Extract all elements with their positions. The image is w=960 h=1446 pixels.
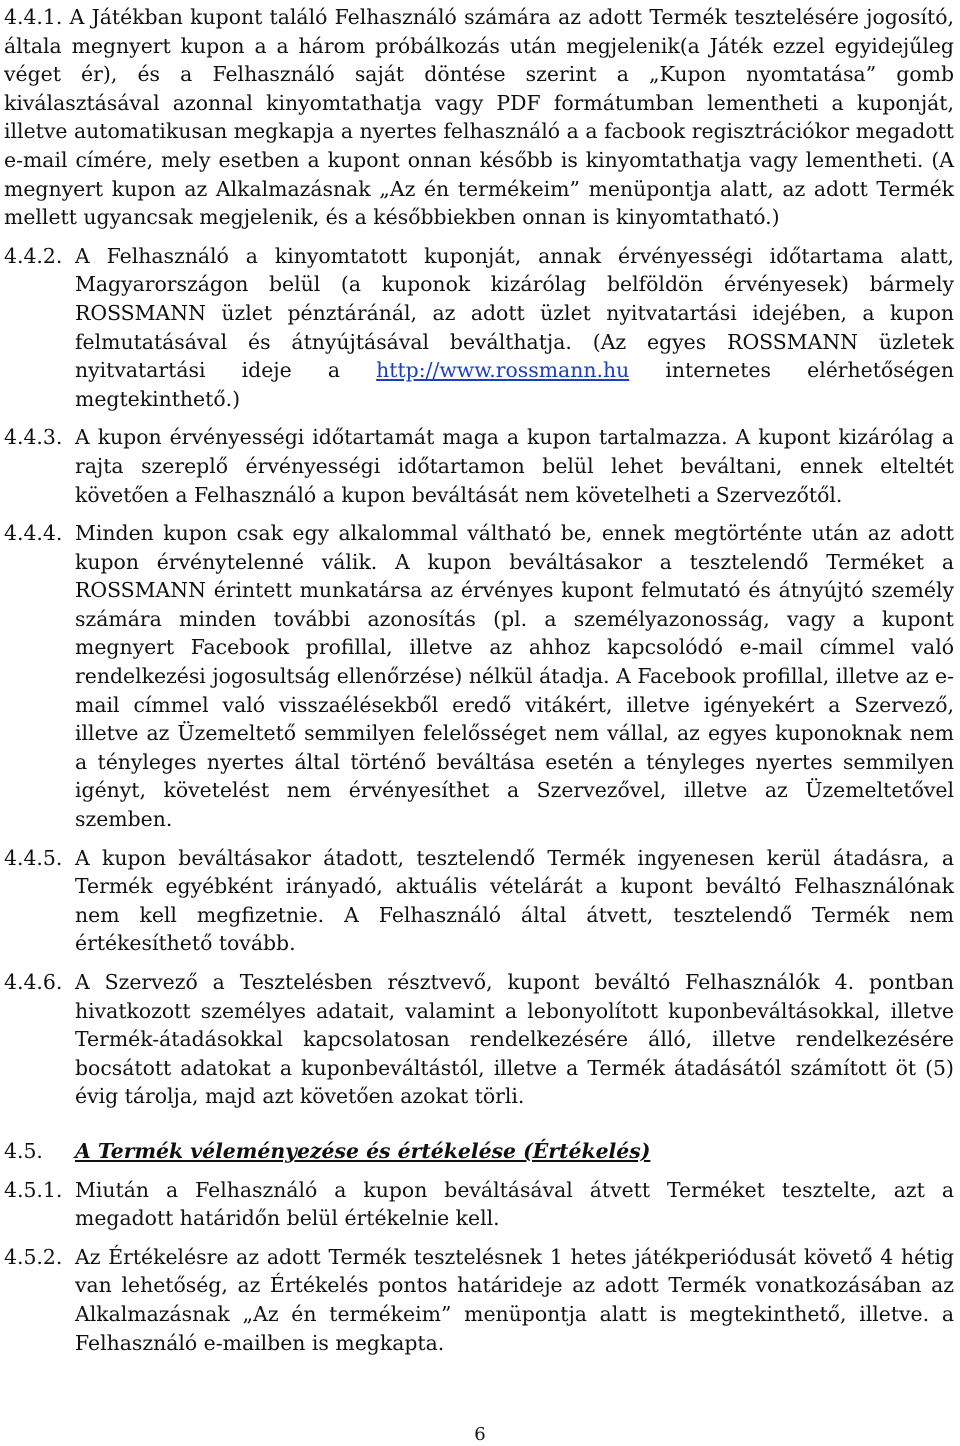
rossmann-link[interactable]: http://www.rossmann.hu <box>376 358 630 383</box>
section-number: 4.4.4. <box>4 521 63 546</box>
section-4-5-2 <box>4 1243 954 1357</box>
section-number: 4.4.6. <box>4 970 63 994</box>
section-body-end: internetes elérhetőségen megtekinthető.) <box>75 358 954 411</box>
section-number: 4.4.2. <box>4 243 63 268</box>
section-4-4-1 <box>4 3 954 232</box>
section-4-4-2 <box>4 242 954 414</box>
heading-number: 4.5. <box>4 1138 43 1163</box>
section-text: Miután a Felhasználó a kupon beváltásával átvett Terméket tesztelte, azt a megadott határidőn belül értékelnie kell. <box>75 1177 954 1231</box>
document-page <box>4 3 954 1357</box>
section-text: A Szervező a Tesztelésben résztvevő, kupont beváltó Felhasználók 4. pontban hivatkozott személyes adatait, valamint a lebonyolított kuponbeváltásokkal, illetve Termék-átadásokkal kapcsolatosan rendelkezésére álló, illetve rendelkezésére bocsátott adatokat a kuponbeváltástól, illetve a Termék átadásától számított öt (5) évig tárolja, majd azt követően azokat törli. <box>75 970 954 1109</box>
section-text <box>75 242 954 414</box>
section-4-4-4 <box>4 519 954 834</box>
section-4-4-3 <box>4 423 954 509</box>
page-number: 6 <box>474 1424 486 1445</box>
section-text: Az Értékelésre az adott Termék tesztelésnek 1 hetes játékperiódusát követő 4 hétig van lehetőség, az Értékelés pontos határideje az adott Termék vonatkozásában az Alkalmazásnak „Az én termékeim” menüpontja alatt is megtekinthető, illetve. a Felhasználó e-mailben is megkapta. <box>75 1244 954 1355</box>
section-body: A Felhasználó a kinyomtatott kuponját, annak érvényességi időtartama alatt, Magyarországon belül (a kuponok kizárólag belföldön érvényesek) bármely ROSSMANN üzlet pénztáránál, az adott üzlet nyitvatartási idejében, a kupon felmutatásával és átnyújtásával beválthatja. (Az egyes ROSSMANN üzletek nyitvatartási ideje a <box>75 243 954 383</box>
section-text <box>4 3 954 232</box>
section-number: 4.5.1. <box>4 1177 63 1202</box>
section-body: A Játékban kupont találó Felhasználó számára az adott Termék tesztelésére jogosító, általa megnyert kupon a a három próbálkozás után megjelenik(a Játék ezzel egyidejűleg véget ér), és a Felhasználó saját döntése szerint a „Kupon nyomtatása” gomb kiválasztásával azonnal kinyomtathatja vagy PDF formátumban lementheti a kuponját, illetve automatikusan megkapja a nyertes felhasználó a a facbook regisztrációkor megadott e-mail címére, mely esetben a kupont onnan később is kinyomtathatja vagy lementheti. (A megnyert kupon az Alkalmazásnak „Az én termékeim” menüpontja alatt, az adott Termék mellett ugyancsak megjelenik, és a későbbiekben onnan is kinyomtatható.) <box>4 5 954 230</box>
section-4-5-1 <box>4 1176 954 1233</box>
section-4-4-5 <box>4 844 954 958</box>
section-text: Minden kupon csak egy alkalommal váltható be, ennek megtörténte után az adott kupon érvénytelenné válik. A kupon beváltásakor a tesztelendő Terméket a ROSSMANN érintett munkatársa az érvényes kupont felmutató és átnyújtó személy számára minden további azonosítás (pl. a személyazonosság, vagy a kupont megnyert Facebook profillal, illetve az ahhoz kapcsolódó e-mail címmel való rendelkezési jogosultság ellenőrzése) nélkül átadja. A Facebook profillal, illetve az e-mail címmel való visszaélésekből eredő vitákért, illetve igényekért a Szervező, illetve az Üzemeltető semmilyen felelősséget nem vállal, az egyes kuponoknak nem a tényleges nyertes által történő beváltása esetén a tényleges nyertes semmilyen igényt, követelést nem érvényesíthet a Szervezővel, illetve az Üzemeltetővel szemben. <box>75 521 954 832</box>
section-number: 4.4.1. <box>4 5 63 29</box>
section-4-4-6 <box>4 968 954 1111</box>
section-number: 4.4.5. <box>4 845 63 870</box>
section-number: 4.5.2. <box>4 1244 63 1269</box>
section-number: 4.4.3. <box>4 425 63 450</box>
heading-text <box>75 1137 954 1166</box>
section-text: A kupon beváltásakor átadott, tesztelendő Termék ingyenesen kerül átadásra, a Termék egyébként irányadó, aktuális vételárát a kupont beváltó Felhasználónak nem kell megfizetnie. A Felhasználó által átvett, tesztelendő Termék nem értékesíthető tovább. <box>75 845 954 956</box>
section-text: A kupon érvényességi időtartamát maga a kupon tartalmazza. A kupont kizárólag a rajta szereplő érvényességi időtartamon belül lehet beváltani, ennek elteltét követően a Felhasználó a kupon beváltását nem követelheti a Szervezőtől. <box>75 425 954 507</box>
section-heading-4-5 <box>4 1137 954 1166</box>
heading-title: A Termék véleményezése és értékelése (Értékelés) <box>75 1138 651 1163</box>
